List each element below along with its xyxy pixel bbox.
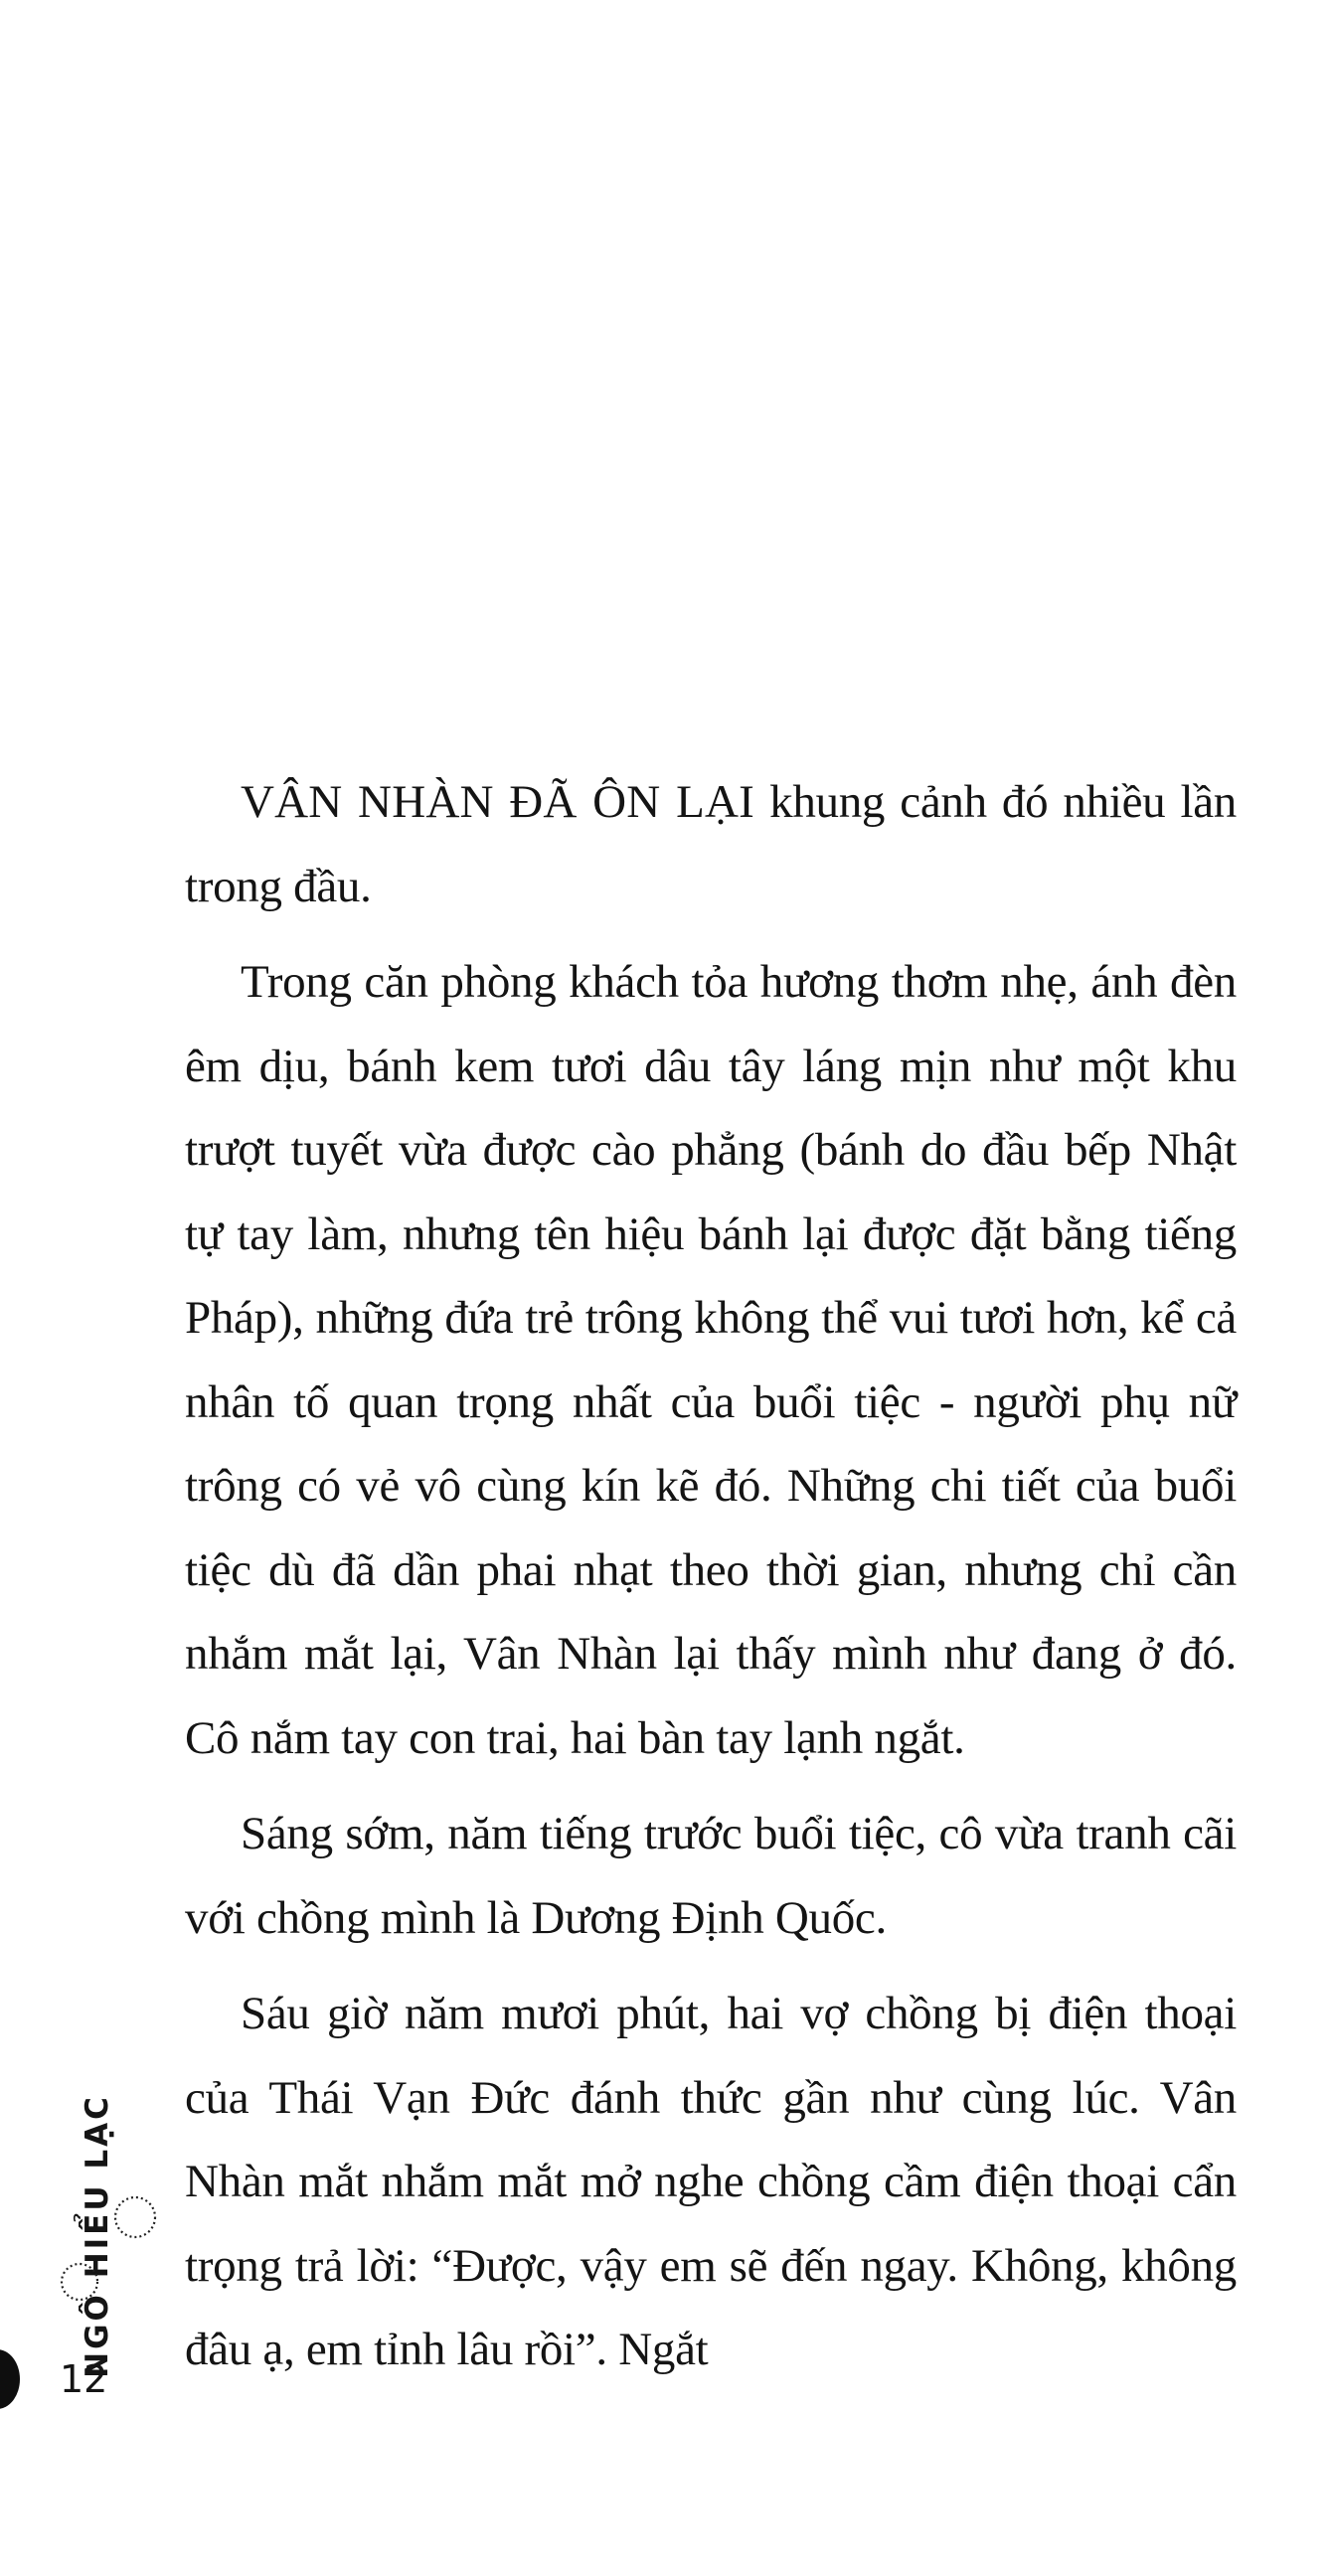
paragraph-4: Sáu giờ năm mươi phút, hai vợ chồng bị điện thoại của Thái Vạn Đức đánh thức gần như cùng lúc. Vân Nhàn mắt nhắm mắt mở nghe chồng cầm điện thoại cẩn trọng trả lời: “Được, vậy em sẽ đến ngay. Không, không đâu ạ, em tỉnh lâu rồi”. Ngắt <box>185 1988 1237 2375</box>
dotted-circle-ornament-icon <box>52 2254 107 2310</box>
paragraph-3: Sáng sớm, năm tiếng trước buổi tiệc, cô vừa tranh cãi với chồng mình là Dương Định Quốc. <box>185 1808 1237 1944</box>
paragraph-2: Trong căn phòng khách tỏa hương thơm nhẹ, ánh đèn êm dịu, bánh kem tươi dâu tây láng mịn như một khu trượt tuyết vừa được cào phẳng (bánh do đầu bếp Nhật tự tay làm, nhưng tên hiệu bánh lại được đặt bằng tiếng Pháp), những đứa trẻ trông không thể vui tươi hơn, kể cả nhân tố quan trọng nhất của buổi tiệc - người phụ nữ trông có vẻ vô cùng kín kẽ đó. Những chi tiết của buổi tiệc dù đã dần phai nhạt theo thời gian, nhưng chỉ cần nhắm mắt lại, Vân Nhàn lại thấy mình như đang ở đó. Cô nắm tay con trai, hai bàn tay lạnh ngắt. <box>185 956 1237 1764</box>
paragraph-1 <box>185 760 1237 928</box>
dotted-circle-ornament-icon <box>107 2189 163 2245</box>
body-text <box>185 760 1237 2392</box>
page-edge-dot-icon <box>0 2349 20 2409</box>
chapter-lead-caps: VÂN NHÀN ĐÃ ÔN LẠI <box>241 776 754 828</box>
paragraph-1-text: khung cảnh đó nhiều lần trong đầu. <box>185 776 1238 912</box>
page-number: 12 <box>60 2357 108 2401</box>
running-title: NGÔ HIỂU LẠC <box>80 2094 115 2378</box>
